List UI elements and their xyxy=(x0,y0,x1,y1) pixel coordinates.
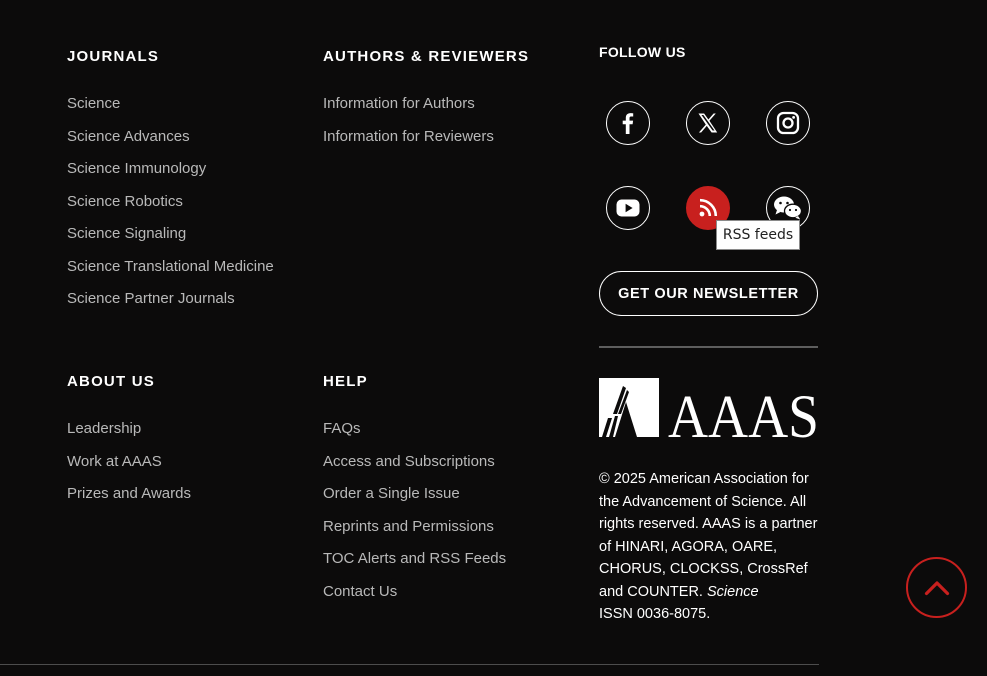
footer-bottom-divider xyxy=(0,664,819,665)
rss-icon xyxy=(698,198,718,218)
facebook-button[interactable] xyxy=(606,101,650,145)
journal-link-science-advances[interactable]: Science Advances xyxy=(67,127,190,145)
journals-list xyxy=(67,95,274,323)
help-list xyxy=(323,420,506,615)
journal-link-science-translational-medicine[interactable]: Science Translational Medicine xyxy=(67,257,274,275)
wechat-icon xyxy=(773,195,803,221)
journals-heading: JOURNALS xyxy=(67,48,160,65)
list-item xyxy=(323,95,494,128)
journal-link-science-partner-journals[interactable]: Science Partner Journals xyxy=(67,290,235,307)
authors-reviewers-heading: AUTHORS & REVIEWERS xyxy=(323,48,530,65)
facebook-icon xyxy=(618,112,638,134)
list-item xyxy=(323,420,506,453)
work-at-aaas-link[interactable]: Work at AAAS xyxy=(67,452,162,470)
journal-link-science[interactable]: Science xyxy=(67,95,121,112)
list-item xyxy=(67,290,274,323)
copyright-journal: Science xyxy=(706,583,759,600)
list-item xyxy=(67,95,274,128)
leadership-link[interactable]: Leadership xyxy=(67,420,142,437)
list-item xyxy=(67,485,191,518)
logo-divider xyxy=(599,346,818,348)
aaas-logo-text: AAAS xyxy=(668,384,819,438)
list-item xyxy=(323,550,506,583)
aaas-logo-mark xyxy=(599,378,819,438)
youtube-button[interactable] xyxy=(606,186,650,230)
list-item xyxy=(323,128,494,161)
about-us-heading: ABOUT US xyxy=(67,373,155,390)
prizes-awards-link[interactable]: Prizes and Awards xyxy=(67,485,191,502)
list-item xyxy=(323,518,506,551)
list-item xyxy=(67,453,191,486)
order-single-issue-link[interactable]: Order a Single Issue xyxy=(323,485,460,502)
x-twitter-icon xyxy=(697,112,719,134)
aaas-logo[interactable] xyxy=(599,378,819,443)
list-item xyxy=(67,420,191,453)
contact-us-link[interactable]: Contact Us xyxy=(323,582,398,600)
list-item xyxy=(67,193,274,226)
list-item xyxy=(67,225,274,258)
follow-us-heading: FOLLOW US xyxy=(599,44,686,60)
journal-link-science-immunology[interactable]: Science Immunology xyxy=(67,160,207,177)
authors-list xyxy=(323,95,494,160)
list-item xyxy=(323,453,506,486)
copyright-text xyxy=(599,468,823,626)
list-item xyxy=(67,160,274,193)
instagram-icon xyxy=(776,111,800,135)
instagram-button[interactable] xyxy=(766,101,810,145)
info-for-authors-link[interactable]: Information for Authors xyxy=(323,95,475,112)
list-item xyxy=(323,485,506,518)
copyright-main: © 2025 American Association for the Advancement of Science. All rights reserved. AAAS is a partner of HINARI, AGORA, OARE, CHORUS, CLOCKSS, CrossRef and COUNTER. xyxy=(599,471,818,600)
reprints-permissions-link[interactable]: Reprints and Permissions xyxy=(323,517,494,535)
help-heading: HELP xyxy=(323,373,368,390)
chevron-up-icon xyxy=(924,580,950,596)
x-twitter-button[interactable] xyxy=(686,101,730,145)
info-for-reviewers-link[interactable]: Information for Reviewers xyxy=(323,127,494,145)
youtube-icon xyxy=(616,199,640,217)
journal-link-science-robotics[interactable]: Science Robotics xyxy=(67,192,183,210)
list-item xyxy=(323,583,506,616)
access-subscriptions-link[interactable]: Access and Subscriptions xyxy=(323,452,495,470)
journal-link-science-signaling[interactable]: Science Signaling xyxy=(67,225,187,242)
copyright-issn: ISSN 0036-8075. xyxy=(599,606,711,622)
rss-tooltip: RSS feeds xyxy=(716,220,800,250)
faqs-link[interactable]: FAQs xyxy=(323,420,361,437)
back-to-top-button[interactable] xyxy=(906,557,967,618)
about-list xyxy=(67,420,191,518)
newsletter-button[interactable]: GET OUR NEWSLETTER xyxy=(599,271,818,316)
list-item xyxy=(67,258,274,291)
list-item xyxy=(67,128,274,161)
toc-alerts-rss-link[interactable]: TOC Alerts and RSS Feeds xyxy=(323,550,507,567)
